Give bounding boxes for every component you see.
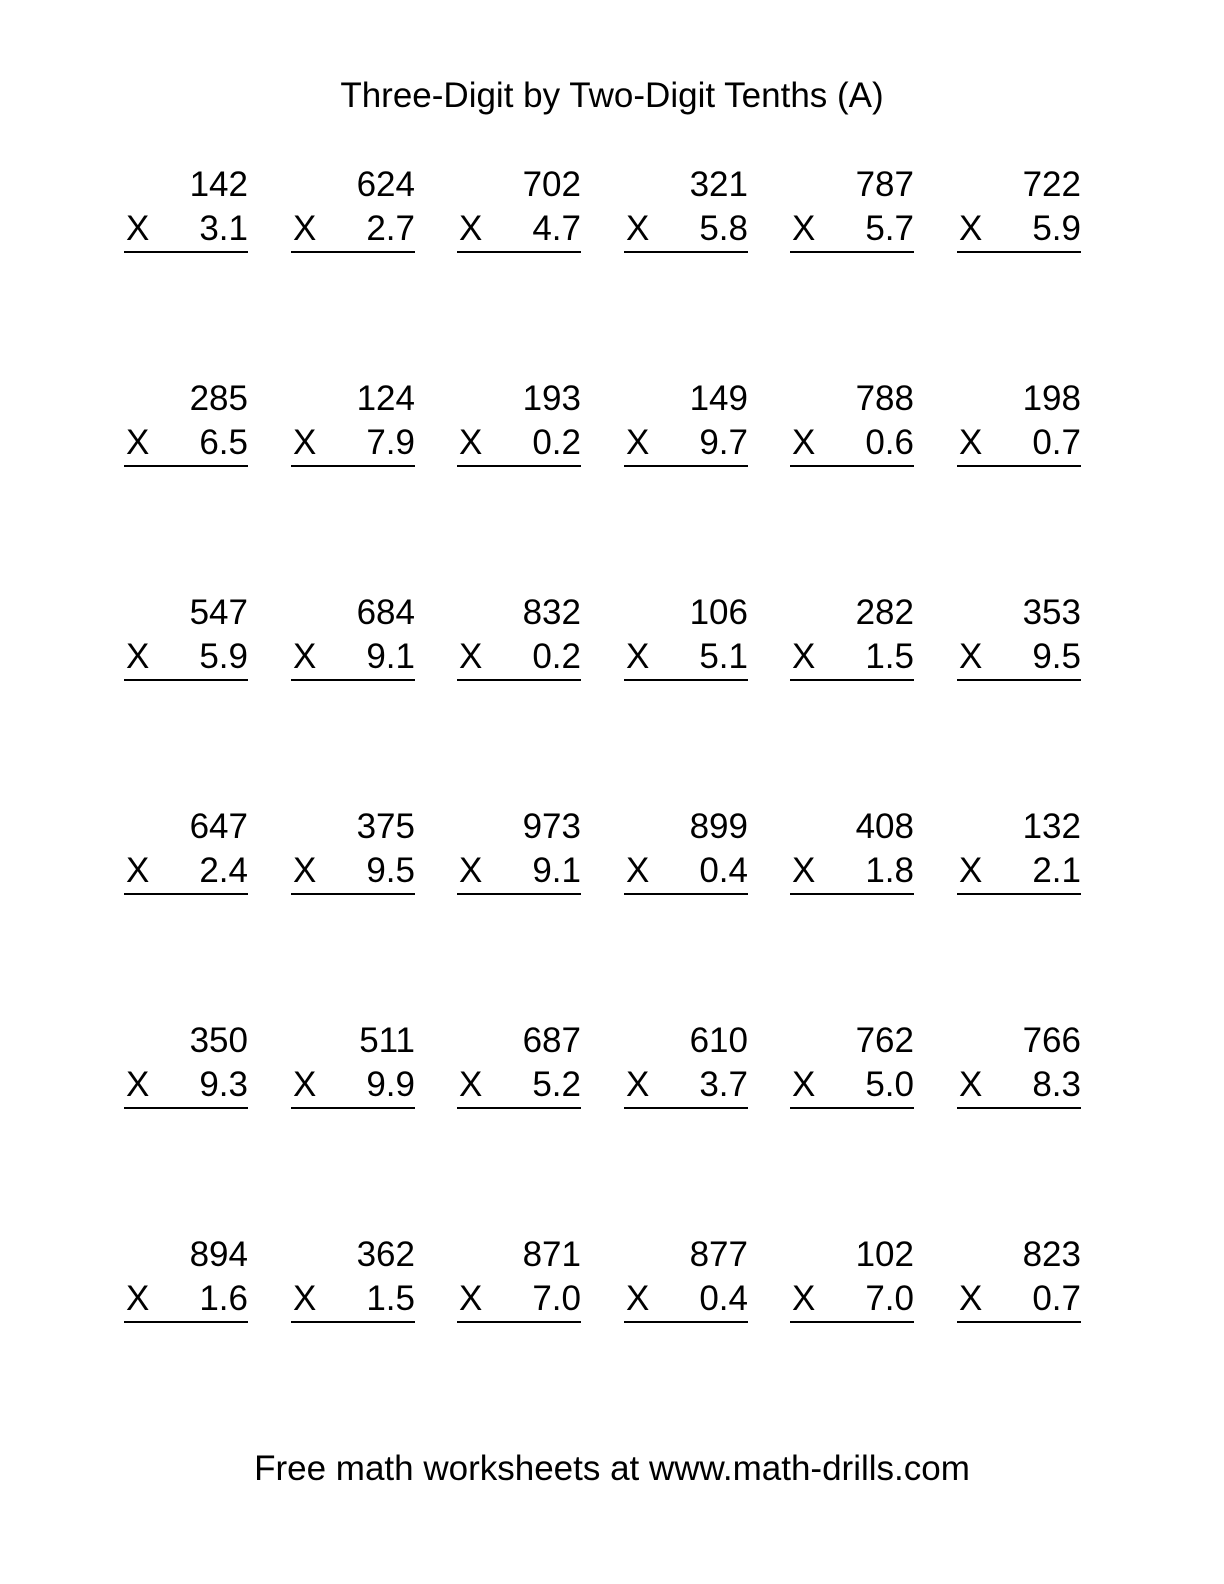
multiply-sign: X: [792, 851, 816, 890]
multiply-sign: X: [293, 1279, 317, 1318]
multiply-sign: X: [959, 1065, 983, 1104]
answer-line: [124, 251, 248, 253]
multiplicand: 687: [522, 1021, 581, 1060]
multiplier: 0.7: [1032, 423, 1081, 462]
multiplier: 1.5: [865, 637, 914, 676]
multiplier: 0.4: [699, 1279, 748, 1318]
answer-line: [291, 465, 415, 467]
answer-line: [124, 1107, 248, 1109]
multiplicand: 106: [689, 593, 748, 632]
answer-line: [957, 251, 1081, 253]
multiplication-problem: [624, 164, 750, 254]
problem-row: [124, 592, 1084, 806]
multiplier: 9.1: [366, 637, 415, 676]
answer-line: [624, 893, 748, 895]
multiplicand: 350: [189, 1021, 248, 1060]
multiplicand: 282: [855, 593, 914, 632]
multiply-sign: X: [459, 209, 483, 248]
multiplier: 0.2: [532, 423, 581, 462]
multiplicand: 787: [855, 165, 914, 204]
multiply-sign: X: [792, 1065, 816, 1104]
multiplier: 0.6: [865, 423, 914, 462]
multiplication-problem: [291, 1234, 417, 1324]
multiplication-problem: [790, 1234, 916, 1324]
multiplication-problem: [957, 164, 1083, 254]
answer-line: [457, 1321, 581, 1323]
multiplicand: 353: [1022, 593, 1081, 632]
multiplier: 7.0: [532, 1279, 581, 1318]
multiplicand: 894: [189, 1235, 248, 1274]
answer-line: [457, 251, 581, 253]
multiplier: 1.8: [865, 851, 914, 890]
multiplier: 3.7: [699, 1065, 748, 1104]
multiplicand: 132: [1022, 807, 1081, 846]
answer-line: [790, 679, 914, 681]
multiplicand: 102: [855, 1235, 914, 1274]
multiplication-problem: [790, 806, 916, 896]
multiplicand: 511: [359, 1021, 415, 1060]
answer-line: [457, 679, 581, 681]
multiplication-problem: [457, 1020, 583, 1110]
problem-row: [124, 378, 1084, 592]
multiplication-problem: [790, 1020, 916, 1110]
multiply-sign: X: [792, 637, 816, 676]
answer-line: [457, 893, 581, 895]
multiplicand: 285: [189, 379, 248, 418]
answer-line: [624, 1107, 748, 1109]
multiplication-problem: [124, 806, 250, 896]
answer-line: [457, 465, 581, 467]
multiply-sign: X: [792, 423, 816, 462]
multiplier: 1.6: [199, 1279, 248, 1318]
multiplication-problem: [790, 592, 916, 682]
answer-line: [624, 679, 748, 681]
answer-line: [624, 465, 748, 467]
multiplicand: 647: [189, 807, 248, 846]
multiplier: 2.7: [366, 209, 415, 248]
multiply-sign: X: [126, 637, 150, 676]
multiplication-problem: [124, 1234, 250, 1324]
multiplier: 5.9: [1032, 209, 1081, 248]
multiplication-problem: [457, 592, 583, 682]
answer-line: [957, 679, 1081, 681]
multiplicand: 871: [522, 1235, 581, 1274]
problem-row: [124, 164, 1084, 378]
multiplicand: 198: [1022, 379, 1081, 418]
multiply-sign: X: [459, 851, 483, 890]
multiplication-problem: [957, 806, 1083, 896]
answer-line: [124, 465, 248, 467]
answer-line: [291, 1107, 415, 1109]
multiplicand: 375: [356, 807, 415, 846]
answer-line: [790, 893, 914, 895]
problem-row: [124, 806, 1084, 1020]
multiplier: 9.3: [199, 1065, 248, 1104]
multiply-sign: X: [959, 209, 983, 248]
multiplier: 4.7: [532, 209, 581, 248]
multiplier: 0.7: [1032, 1279, 1081, 1318]
multiplication-problem: [957, 1234, 1083, 1324]
multiplicand: 610: [689, 1021, 748, 1060]
multiply-sign: X: [459, 423, 483, 462]
multiplier: 0.2: [532, 637, 581, 676]
multiplicand: 624: [356, 165, 415, 204]
multiply-sign: X: [959, 423, 983, 462]
multiply-sign: X: [959, 851, 983, 890]
answer-line: [124, 893, 248, 895]
multiplier: 2.1: [1032, 851, 1081, 890]
multiply-sign: X: [293, 637, 317, 676]
answer-line: [790, 1107, 914, 1109]
multiplier: 5.9: [199, 637, 248, 676]
multiply-sign: X: [126, 1279, 150, 1318]
answer-line: [291, 1321, 415, 1323]
multiplier: 5.2: [532, 1065, 581, 1104]
footer-text: Free math worksheets at www.math-drills.com: [254, 1449, 970, 1488]
multiplicand: 149: [689, 379, 748, 418]
multiplication-problem: [124, 1020, 250, 1110]
multiplication-problem: [624, 378, 750, 468]
multiplier: 9.1: [532, 851, 581, 890]
multiplier: 1.5: [366, 1279, 415, 1318]
multiply-sign: X: [126, 209, 150, 248]
multiplicand: 362: [356, 1235, 415, 1274]
multiplier: 5.1: [699, 637, 748, 676]
answer-line: [790, 465, 914, 467]
answer-line: [291, 893, 415, 895]
multiplication-problem: [291, 806, 417, 896]
multiply-sign: X: [126, 423, 150, 462]
multiplicand: 832: [522, 593, 581, 632]
multiplicand: 762: [855, 1021, 914, 1060]
multiply-sign: X: [626, 209, 650, 248]
multiply-sign: X: [126, 1065, 150, 1104]
answer-line: [291, 251, 415, 253]
multiplication-problem: [957, 1020, 1083, 1110]
multiplication-problem: [457, 164, 583, 254]
answer-line: [291, 679, 415, 681]
multiply-sign: X: [459, 637, 483, 676]
multiply-sign: X: [792, 209, 816, 248]
multiplication-problem: [291, 164, 417, 254]
multiplicand: 124: [356, 379, 415, 418]
multiplication-problem: [790, 378, 916, 468]
multiply-sign: X: [626, 1279, 650, 1318]
multiply-sign: X: [626, 851, 650, 890]
answer-line: [790, 251, 914, 253]
multiplication-problem: [790, 164, 916, 254]
multiplier: 9.9: [366, 1065, 415, 1104]
multiplier: 5.7: [865, 209, 914, 248]
multiplication-problem: [457, 806, 583, 896]
answer-line: [957, 465, 1081, 467]
multiplication-problem: [624, 1020, 750, 1110]
multiplicand: 547: [189, 593, 248, 632]
multiplication-problem: [957, 378, 1083, 468]
multiplier: 9.5: [1032, 637, 1081, 676]
multiplicand: 722: [1022, 165, 1081, 204]
multiplier: 5.0: [865, 1065, 914, 1104]
multiplicand: 877: [689, 1235, 748, 1274]
problem-row: [124, 1234, 1084, 1448]
multiplication-problem: [124, 378, 250, 468]
problem-grid: [124, 164, 1084, 1448]
multiplicand: 321: [689, 165, 748, 204]
multiplier: 2.4: [199, 851, 248, 890]
multiplicand: 408: [855, 807, 914, 846]
multiplicand: 973: [522, 807, 581, 846]
multiply-sign: X: [459, 1065, 483, 1104]
multiplicand: 899: [689, 807, 748, 846]
problem-row: [124, 1020, 1084, 1234]
multiplication-problem: [624, 1234, 750, 1324]
multiplicand: 823: [1022, 1235, 1081, 1274]
multiplier: 7.0: [865, 1279, 914, 1318]
answer-line: [957, 1321, 1081, 1323]
multiplication-problem: [124, 592, 250, 682]
multiplication-problem: [291, 592, 417, 682]
multiplication-problem: [291, 378, 417, 468]
multiplier: 9.5: [366, 851, 415, 890]
multiply-sign: X: [959, 637, 983, 676]
multiplier: 8.3: [1032, 1065, 1081, 1104]
multiplication-problem: [624, 806, 750, 896]
multiplication-problem: [124, 164, 250, 254]
multiply-sign: X: [293, 851, 317, 890]
multiplicand: 684: [356, 593, 415, 632]
multiply-sign: X: [626, 1065, 650, 1104]
multiply-sign: X: [126, 851, 150, 890]
multiplication-problem: [457, 1234, 583, 1324]
multiplication-problem: [957, 592, 1083, 682]
multiply-sign: X: [626, 423, 650, 462]
answer-line: [957, 893, 1081, 895]
multiplier: 3.1: [199, 209, 248, 248]
multiply-sign: X: [293, 423, 317, 462]
worksheet-title: Three-Digit by Two-Digit Tenths (A): [340, 76, 884, 115]
multiply-sign: X: [293, 1065, 317, 1104]
answer-line: [624, 251, 748, 253]
answer-line: [790, 1321, 914, 1323]
multiplication-problem: [624, 592, 750, 682]
multiplier: 7.9: [366, 423, 415, 462]
multiplicand: 788: [855, 379, 914, 418]
multiplication-problem: [291, 1020, 417, 1110]
answer-line: [457, 1107, 581, 1109]
multiply-sign: X: [959, 1279, 983, 1318]
multiplier: 6.5: [199, 423, 248, 462]
multiply-sign: X: [792, 1279, 816, 1318]
multiplier: 5.8: [699, 209, 748, 248]
multiply-sign: X: [626, 637, 650, 676]
answer-line: [624, 1321, 748, 1323]
multiplier: 0.4: [699, 851, 748, 890]
multiplicand: 766: [1022, 1021, 1081, 1060]
multiplicand: 702: [522, 165, 581, 204]
multiply-sign: X: [293, 209, 317, 248]
multiplicand: 193: [522, 379, 581, 418]
answer-line: [124, 679, 248, 681]
multiplicand: 142: [189, 165, 248, 204]
multiplication-problem: [457, 378, 583, 468]
multiply-sign: X: [459, 1279, 483, 1318]
answer-line: [124, 1321, 248, 1323]
answer-line: [957, 1107, 1081, 1109]
multiplier: 9.7: [699, 423, 748, 462]
